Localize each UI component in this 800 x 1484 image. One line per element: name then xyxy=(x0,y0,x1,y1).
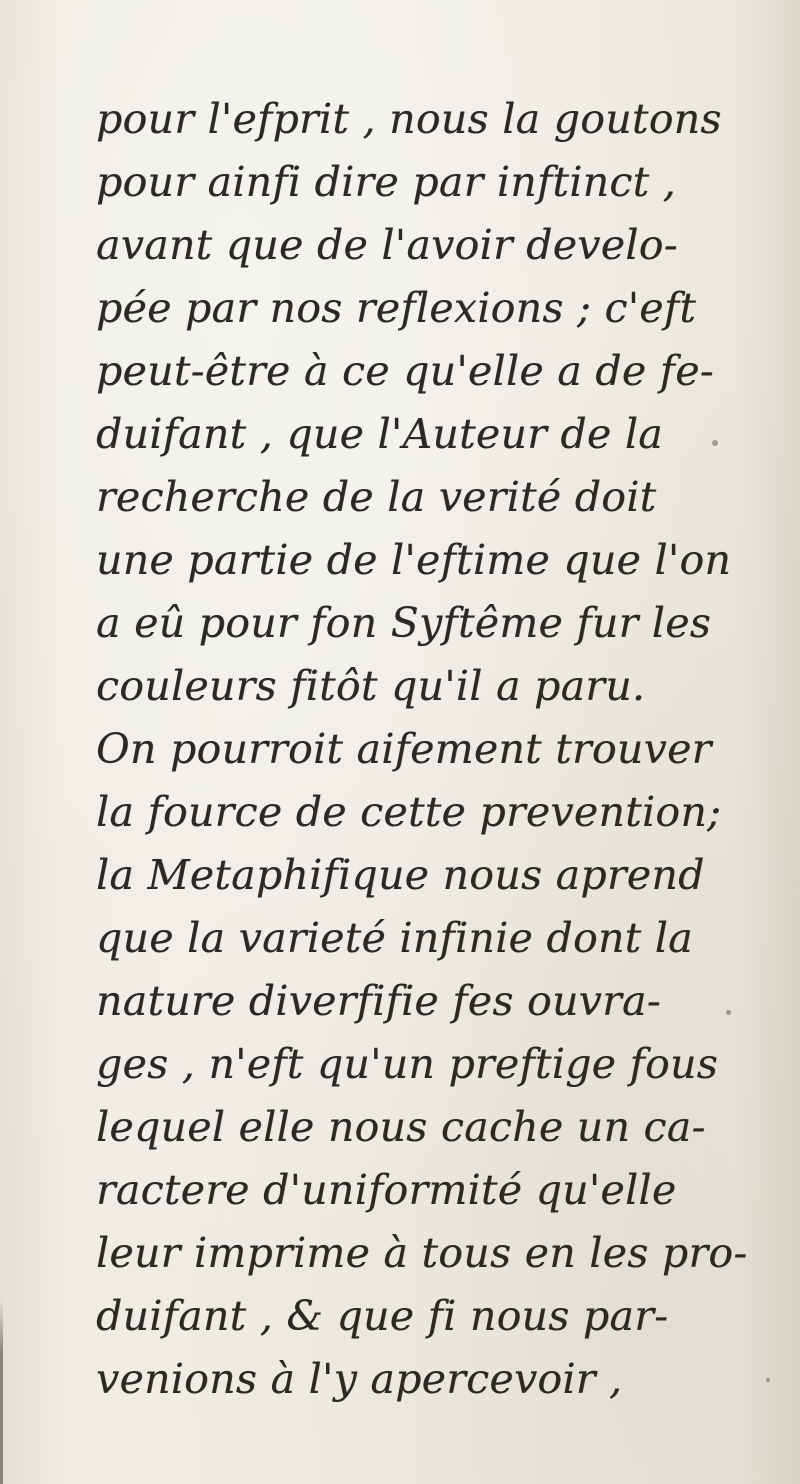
text-line: la Metaphifique nous aprend xyxy=(96,851,705,899)
text-line: a eû pour fon Syftême fur les xyxy=(96,599,712,647)
text-line: ractere d'uniformité qu'elle xyxy=(96,1166,677,1214)
text-line: pour l'efprit , nous la goutons xyxy=(96,95,722,143)
text-line: ges , n'eft qu'un preftige fous xyxy=(96,1040,719,1088)
text-line: duifant , que l'Auteur de la xyxy=(96,410,663,458)
text-line: leur imprime à tous en les pro- xyxy=(96,1229,748,1277)
page-edge-shadow xyxy=(0,1300,3,1484)
text-line: pour ainfi dire par inftinct , xyxy=(96,158,677,206)
paper-speck xyxy=(766,1378,770,1382)
text-line: couleurs fitôt qu'il a paru. xyxy=(96,662,646,710)
text-line: recherche de la verité doit xyxy=(96,473,657,521)
text-line: que la varieté infinie dont la xyxy=(96,914,693,962)
text-line: venions à l'y apercevoir , xyxy=(96,1355,623,1403)
page-text xyxy=(96,88,756,1411)
text-line: On pourroit aifement trouver xyxy=(96,725,712,773)
text-line: nature diverfifie fes ouvra- xyxy=(96,977,661,1025)
text-line: pée par nos reflexions ; c'eft xyxy=(96,284,697,332)
text-line: duifant , & que fi nous par- xyxy=(96,1292,669,1340)
text-line: la fource de cette prevention; xyxy=(96,788,722,836)
text-line: avant que de l'avoir develo- xyxy=(96,221,678,269)
text-line: une partie de l'eftime que l'on xyxy=(96,536,732,584)
text-line: lequel elle nous cache un ca- xyxy=(96,1103,706,1151)
text-line: peut-être à ce qu'elle a de fe- xyxy=(96,347,714,395)
